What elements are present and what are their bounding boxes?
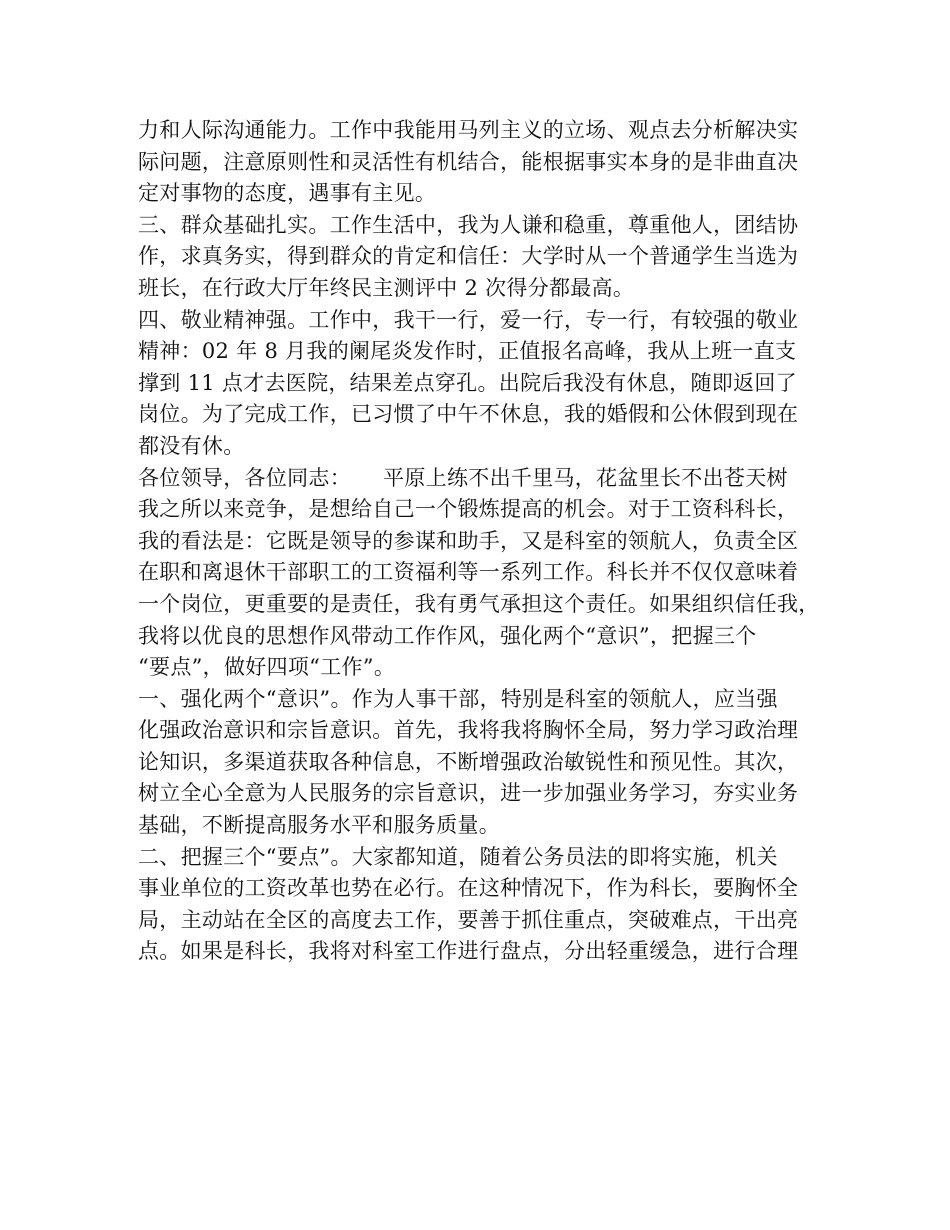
text-line: 一个岗位，更重要的是责任，我有勇气承担这个责任。如果组织信任我， [138, 591, 820, 616]
text-line: 在职和离退休干部职工的工资福利等一系列工作。科长并不仅仅意味着 [138, 560, 799, 585]
text-line: 定对事物的态度，遇事有主见。 [138, 181, 437, 206]
text-line: 三、群众基础扎实。工作生活中，我为人谦和稳重，尊重他人，团结协 [138, 212, 799, 237]
text-line: 四、敬业精神强。工作中，我干一行，爱一行，专一行，有较强的敬业 [138, 307, 799, 332]
text-line: 化强政治意识和宗旨意识。首先，我将我将胸怀全局，努力学习政治理 [138, 718, 799, 743]
text-line: “要点”，做好四项“工作”。 [138, 655, 396, 680]
text-line: 撑到 11 点才去医院，结果差点穿孔。出院后我没有休息，随即返回了 [138, 370, 797, 395]
text-line: 际问题，注意原则性和灵活性有机结合，能根据事实本身的是非曲直决 [138, 149, 799, 174]
text-line: 班长，在行政大厅年终民主测评中 2 次得分都最高。 [138, 275, 635, 300]
text-line: 我将以优良的思想作风带动工作作风，强化两个“意识”，把握三个 [138, 623, 757, 648]
body-text [138, 115, 828, 968]
text-line: 树立全心全意为人民服务的宗旨意识，进一步加强业务学习，夯实业务 [138, 781, 799, 806]
text-line: 都没有休。 [138, 433, 245, 458]
text-line: 岗位。为了完成工作，已习惯了中午不休息，我的婚假和公休假到现在 [138, 402, 799, 427]
text-line: 作，求真务实，得到群众的肯定和信任：大学时从一个普通学生当选为 [138, 244, 799, 269]
text-line: 我之所以来竞争，是想给自己一个锻炼提高的机会。对于工资科科长， [138, 497, 799, 522]
text-line: 精神：02 年 8 月我的阑尾炎发作时，正值报名高峰，我从上班一直支 [138, 339, 797, 364]
text-line: 事业单位的工资改革也势在必行。在这种情况下，作为科长，要胸怀全 [138, 876, 799, 901]
text-line: 基础，不断提高服务水平和服务质量。 [138, 813, 501, 838]
text-line: 我的看法是：它既是领导的参谋和助手，又是科室的领航人，负责全区 [138, 528, 799, 553]
text-line: 力和人际沟通能力。工作中我能用马列主义的立场、观点去分析解决实 [138, 118, 799, 142]
text-line: 点。如果是科长，我将对科室工作进行盘点，分出轻重缓急，进行合理 [138, 939, 799, 964]
text-line: 论知识，多渠道获取各种信息，不断增强政治敏锐性和预见性。其次， [138, 749, 799, 774]
text-line: 各位领导，各位同志： 平原上练不出千里马，花盆里长不出苍天树 [138, 465, 788, 490]
text-line: 一、强化两个“意识”。作为人事干部，特别是科室的领航人，应当强 [138, 686, 778, 711]
text-line: 局，主动站在全区的高度去工作，要善于抓住重点，突破难点，干出亮 [138, 907, 799, 932]
text-line: 二、把握三个“要点”。大家都知道，随着公务员法的即将实施，机关 [138, 844, 778, 869]
